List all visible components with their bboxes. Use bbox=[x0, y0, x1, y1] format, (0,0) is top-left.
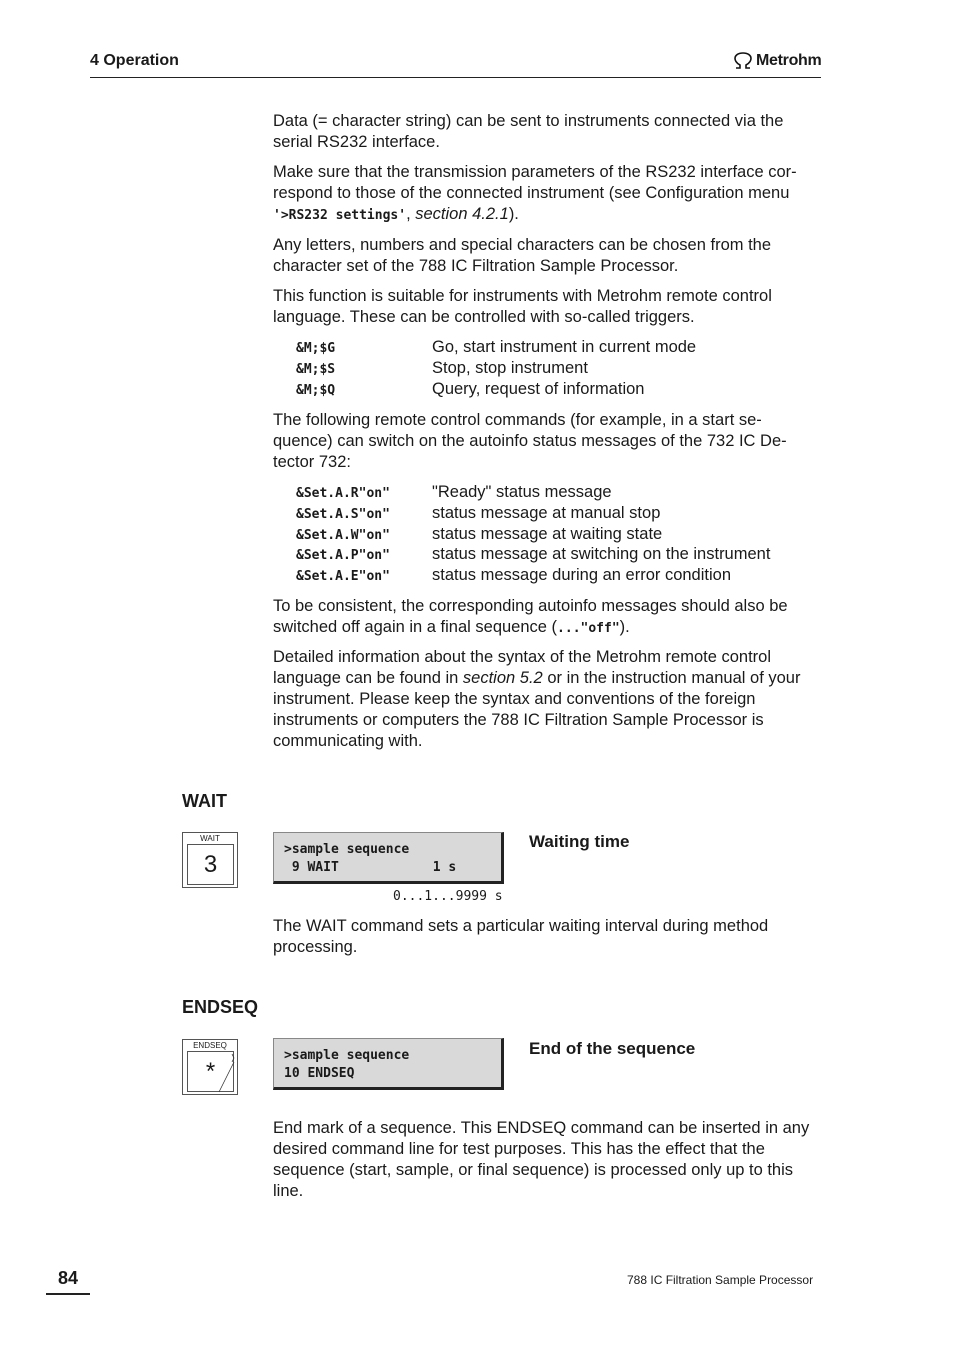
lcd-display-endseq bbox=[273, 1038, 504, 1090]
trigger-command: &M;$Q bbox=[296, 383, 336, 398]
autoinfo-description: "Ready" status message bbox=[432, 483, 612, 501]
endseq-side-label: End of the sequence bbox=[529, 1039, 696, 1058]
section-reference: section 5.2 bbox=[462, 669, 543, 687]
trigger-description: Query, request of information bbox=[432, 380, 645, 398]
section-heading-wait: WAIT bbox=[182, 791, 227, 811]
autoinfo-command: &Set.A.P"on" bbox=[296, 548, 390, 563]
key-label: ENDSEQ bbox=[193, 1041, 227, 1050]
autoinfo-command: &Set.A.W"on" bbox=[296, 528, 390, 543]
section-heading-endseq: ENDSEQ bbox=[182, 997, 259, 1017]
trigger-description: Go, start instrument in current mode bbox=[432, 338, 697, 356]
paragraph-syntax-info bbox=[273, 647, 821, 752]
paragraph-remote-language: This function is suitable for instruments with Metrohm remote control language. These can be controlled with so-called triggers. bbox=[273, 287, 772, 326]
lcd-display-wait bbox=[273, 832, 504, 884]
lcd-line: 10 ENDSEQ bbox=[284, 1066, 355, 1081]
paragraph-endseq: End mark of a sequence. This ENDSEQ command can be inserted in any desired command line for test purposes. This has the effect that the sequence (start, sample, or final sequence) is processed only up to this line. bbox=[273, 1119, 810, 1200]
wait-side-label: Waiting time bbox=[529, 832, 630, 851]
off-code: ..."off" bbox=[557, 621, 620, 636]
autoinfo-command: &Set.A.E"on" bbox=[296, 569, 390, 584]
lcd-line: >sample sequence bbox=[284, 1048, 410, 1063]
footer-product: 788 IC Filtration Sample Processor bbox=[627, 1273, 814, 1287]
brand-logo bbox=[733, 52, 821, 70]
endseq-key[interactable] bbox=[182, 1039, 238, 1095]
trigger-command: &M;$S bbox=[296, 362, 336, 377]
autoinfo-command: &Set.A.R"on" bbox=[296, 486, 390, 501]
omega-icon bbox=[733, 52, 753, 70]
key-glyph: * bbox=[205, 1057, 216, 1085]
autoinfo-description: status message at waiting state bbox=[432, 525, 663, 543]
closing-paren: ). bbox=[619, 618, 630, 636]
brand-name: Metrohm bbox=[756, 52, 822, 69]
wait-range: 0...1...9999 s bbox=[393, 889, 503, 904]
autoinfo-description: status message during an error condition bbox=[432, 566, 731, 584]
config-menu-code: '>RS232 settings' bbox=[273, 208, 407, 223]
trigger-command: &M;$G bbox=[296, 341, 336, 356]
autoinfo-description: status message at manual stop bbox=[432, 504, 661, 522]
separator-comma: , bbox=[406, 205, 411, 223]
lcd-line: 9 WAIT 1 s bbox=[284, 860, 457, 875]
autoinfo-description: status message at switching on the instrument bbox=[432, 545, 771, 563]
key-label: WAIT bbox=[200, 834, 220, 843]
paragraph-wait: The WAIT command sets a particular waiting interval during method processing. bbox=[273, 917, 769, 956]
key-face bbox=[187, 1051, 234, 1092]
wait-key[interactable] bbox=[182, 832, 238, 888]
paragraph-switch-off bbox=[273, 596, 821, 639]
paragraph-character-set: Any letters, numbers and special characters can be chosen from the character set of the 788 IC Filtration Sample Processor. bbox=[273, 236, 772, 275]
paragraph-transmission-params bbox=[273, 162, 821, 226]
page-number: 84 bbox=[46, 1268, 90, 1295]
paragraph-text: or in the instruction manual of your instrument. Please keep the syntax and conventions of the foreign instruments or computers the 788 IC Filtration Sample Processor is communicating with. bbox=[273, 669, 801, 750]
key-glyph: 3 bbox=[203, 850, 218, 878]
lcd-line: >sample sequence bbox=[284, 842, 410, 857]
paragraph-autoinfo-intro: The following remote control commands (for example, in a start se- quence) can switch on the autoinfo status messages of the 732 IC De- tector 732: bbox=[273, 411, 787, 471]
paragraph-text: Detailed information about the syntax of the Metrohm remote control language can be found in bbox=[273, 648, 772, 687]
paragraph-text: Make sure that the transmission parameters of the RS232 interface cor- respond to those of the connected instrument (see Configuration menu bbox=[273, 163, 797, 202]
paragraph-text: To be consistent, the corresponding autoinfo messages should also be switched off again in a final sequence ( bbox=[273, 597, 788, 636]
closing-paren: ). bbox=[508, 205, 519, 223]
header-rule bbox=[90, 77, 821, 78]
key-face bbox=[187, 844, 234, 885]
section-reference: section 4.2.1 bbox=[415, 205, 509, 223]
trigger-description: Stop, stop instrument bbox=[432, 359, 588, 377]
paragraph-rs232-intro: Data (= character string) can be sent to instruments connected via the serial RS232 interface. bbox=[273, 112, 784, 151]
autoinfo-command: &Set.A.S"on" bbox=[296, 507, 390, 522]
chapter-title: 4 Operation bbox=[90, 52, 179, 69]
